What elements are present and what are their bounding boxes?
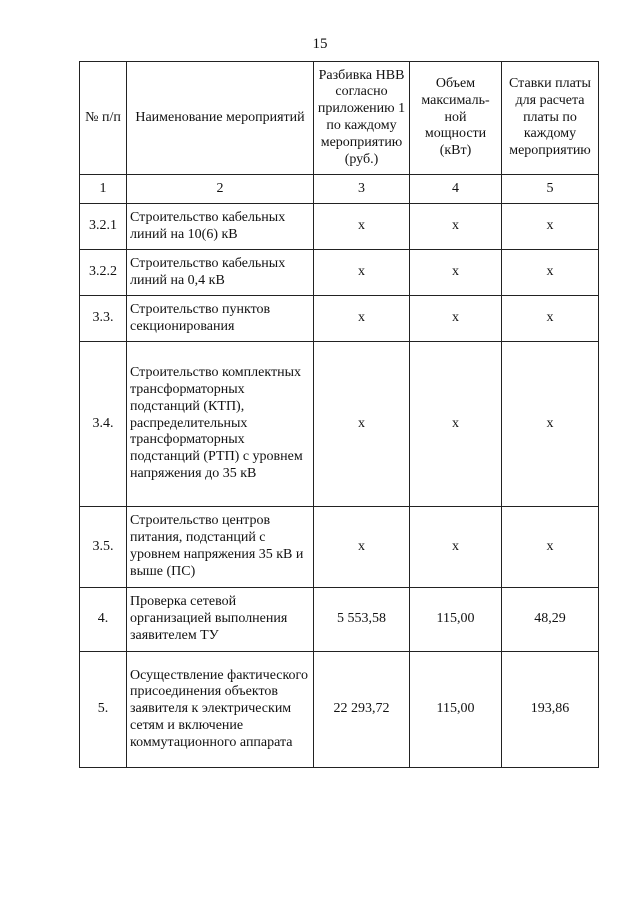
header-row [80, 62, 599, 175]
table-row [80, 250, 599, 296]
row-capacity: х [410, 507, 502, 588]
row-nvv: 5 553,58 [314, 588, 410, 652]
row-name: Проверка сетевой организацией выполнения заявителем ТУ [127, 588, 314, 652]
row-capacity: х [410, 204, 502, 250]
column-number: 1 [80, 175, 127, 204]
table-row [80, 342, 599, 507]
row-rate: 48,29 [502, 588, 599, 652]
row-nvv: х [314, 296, 410, 342]
column-number: 4 [410, 175, 502, 204]
row-name: Осуществление фактического присоединения объектов заявителя к электрическим сетям и включение коммутационного аппарата [127, 652, 314, 768]
column-number: 5 [502, 175, 599, 204]
column-number: 3 [314, 175, 410, 204]
header-capacity: Объем максималь- ной мощности (кВт) [410, 62, 502, 175]
measures-table [79, 61, 599, 768]
row-capacity: х [410, 250, 502, 296]
table-row [80, 652, 599, 768]
row-capacity: 115,00 [410, 652, 502, 768]
row-number: 5. [80, 652, 127, 768]
header-name: Наименование мероприятий [127, 62, 314, 175]
row-nvv: х [314, 204, 410, 250]
column-numbers-row [80, 175, 599, 204]
row-nvv: 22 293,72 [314, 652, 410, 768]
row-nvv: х [314, 250, 410, 296]
table-row [80, 588, 599, 652]
row-name: Строительство комплектных трансформаторных подстанций (КТП), распределительных трансформаторных подстанций (РТП) с уровнем напряжения до 35 кВ [127, 342, 314, 507]
row-capacity: х [410, 296, 502, 342]
row-name: Строительство кабельных линий на 10(6) кВ [127, 204, 314, 250]
row-rate: х [502, 296, 599, 342]
row-rate: х [502, 250, 599, 296]
row-nvv: х [314, 507, 410, 588]
row-rate: х [502, 507, 599, 588]
row-capacity: х [410, 342, 502, 507]
row-number: 3.2.2 [80, 250, 127, 296]
page-number: 15 [312, 36, 328, 52]
row-nvv: х [314, 342, 410, 507]
row-number: 3.4. [80, 342, 127, 507]
row-name: Строительство центров питания, подстанций с уровнем напряжения 35 кВ и выше (ПС) [127, 507, 314, 588]
column-number: 2 [127, 175, 314, 204]
row-number: 4. [80, 588, 127, 652]
row-number: 3.5. [80, 507, 127, 588]
row-name: Строительство кабельных линий на 0,4 кВ [127, 250, 314, 296]
header-num: № п/п [80, 62, 127, 175]
row-rate: 193,86 [502, 652, 599, 768]
table-row [80, 507, 599, 588]
header-nvv: Разбивка НВВ согласно приложению 1 по каждому мероприятию (руб.) [314, 62, 410, 175]
row-rate: х [502, 204, 599, 250]
row-name: Строительство пунктов секционирования [127, 296, 314, 342]
table-row [80, 296, 599, 342]
row-number: 3.3. [80, 296, 127, 342]
header-rate: Ставки платы для расчета платы по каждому мероприятию [502, 62, 599, 175]
row-rate: х [502, 342, 599, 507]
table-row [80, 204, 599, 250]
row-number: 3.2.1 [80, 204, 127, 250]
row-capacity: 115,00 [410, 588, 502, 652]
